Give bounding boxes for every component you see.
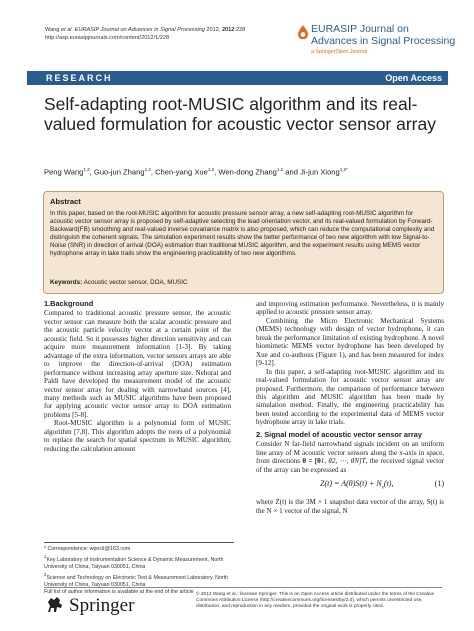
body-paragraph: Compared to traditional acoustic pressure sensor, the acoustic vector sensor can measure both the scalar acoustic pressure and the acoustic particle velocity vector at a certain point of the acoustic field. So it possesses higher direction sensitivity and can acquire more measurement information [1-3]. By taking advantage of the extra information, vector sensors arrays are able to improve the direction-of-arrival (DOA) estimation performance without increasing array aperture size. Nehorai and Paldi have developed the measurement model of the acoustic vector sensor array for dealing with narrowband sources [4], many methods such as MUSIC algorithms have been proposed for applying acoustic vector sensor array to DOA estimation problems [5-8].: [44, 309, 231, 419]
author-list: [44, 165, 454, 177]
math-theta: θ = [θ: [302, 457, 321, 466]
author-affiliation: 1,2: [276, 167, 284, 172]
citation-journal: et al. EURASIP Journal on Advances in Signal Processing: [60, 27, 205, 33]
author-affiliation: 1,2: [207, 167, 215, 172]
author-separator: ,: [89, 167, 94, 177]
equation-tail: (t),: [383, 479, 394, 489]
author-affiliation: 1,2*: [339, 167, 348, 172]
affiliation-text: Science and Technology on Electronic Test & Measurement Laboratory, North University of China, Taiyuan 030051, China: [44, 574, 229, 588]
author-separator: ,: [150, 167, 156, 177]
body-paragraph: Combining the Micro Electronic Mechanical Systems (MEMS) technology with design of vector hydrophone, it can break the performance limitation of existing hydrophone. A novel biomimetic MEMS vector hydrophone has been developed by Xue and co-authous (Figure 1), and has been measured for index [9-12].: [256, 316, 444, 368]
correspondence-note[interactable]: * Correspondence: wpncit@163.com: [44, 546, 131, 552]
body-paragraph: and improving estimation performance. Nevertheless, it is mainly applied to acoustic pressure sensor array.: [256, 300, 444, 317]
author-separator: ,: [214, 167, 219, 177]
section-band: [27, 71, 448, 85]
citation-page: :228: [234, 27, 246, 33]
springer-horse-icon: [45, 596, 65, 614]
author-affiliation: 1,2: [144, 167, 151, 172]
section-heading-background: 1.Background: [44, 299, 94, 308]
author-name: Guo-jun Zhang: [93, 167, 145, 177]
math-theta-components: 1, θ2, ⋯, θN]T: [320, 457, 366, 466]
abstract-text: In this paper, based on the root-MUSIC algorithm for acoustic pressure sensor array, a new self-adapting root-MUSIC algorithm for acoustic vector sensor array is proposed by self-adaptive selecting the lead orientation vector, and its real-valued formulation by Forward-Backward(FB) smoothing and real-valued inverse covariance matrix is also proposed, which can reduce the computational complexity and distinguish the coherent signals. The simulation experiment results show the better performance of two new algorithm with low Signal-to-Noise (SNR) in direction of arrival (DOA) estimation than traditional MUSIC algorithm, and the experiment results using MEMS vector hydrophone array in lake trails show the engineering practicability of two new algorithms.: [50, 210, 435, 257]
body-column-right: [256, 300, 444, 515]
author-name: Chen-yang Xue: [155, 167, 208, 177]
section-heading-signal-model: 2. Signal model of acoustic vector sensor array: [256, 429, 422, 439]
affiliation-1: [44, 553, 234, 571]
abstract-heading: Abstract: [50, 197, 81, 206]
affiliation-text: Key Laboratory of Instrumentation Science & Dynamic Measurement, North University of China, Taiyuan 030051, China: [44, 556, 224, 570]
open-access-label: Open Access: [385, 73, 442, 83]
author-separator: and: [283, 167, 301, 177]
body-paragraph: Root-MUSIC algorithm is a polynomial form of MUSIC algorithm [7,8]. This algorithm adopts the roots of a polynomial to replace the search for spatial spectrum in MUSIC algorithm, reducing the calculation amount: [44, 419, 231, 453]
equation-subscript: x: [381, 485, 384, 491]
keywords-label: Keywords:: [50, 279, 83, 286]
author-affiliation: 1,3: [83, 167, 90, 172]
article-type-label: RESEARCH: [46, 73, 113, 83]
abstract-box: [43, 191, 444, 294]
citation-line: [45, 26, 245, 34]
citation-year: 2012,: [204, 27, 222, 33]
journal-tagline: a SpringerOpen Journal: [311, 49, 368, 55]
license-text: © 2012 Wang et al.; licensee Springer. This is an Open Access article distributed under the terms of the Creative Commons Attribution License (http://creativecommons.org/licenses/by/2.0), which permits unrestricted use, distribution, and reproduction in any medium, provided the original work is properly cited.: [196, 592, 435, 610]
body-paragraph: where Z(t) is the 3M × 1 snapshot data vector of the array, S(t) is the N × 1 vector of the signal, N: [256, 498, 444, 515]
journal-name-line1: EURASIP Journal on: [311, 23, 409, 35]
equation-expression: Z(t) = A(θ)S(t) + N: [320, 479, 382, 489]
footer-divider: [44, 587, 442, 588]
citation-volume: 2012: [221, 27, 235, 33]
body-paragraph: [256, 440, 444, 474]
springer-logo: [45, 592, 195, 618]
equation-body: [320, 480, 393, 493]
equation-1: [256, 480, 444, 490]
citation-author: Wang: [45, 27, 61, 33]
springer-wordmark: Springer: [69, 595, 135, 616]
affiliation-2: [44, 571, 234, 589]
affiliation-marker: 1: [44, 554, 47, 559]
body-paragraph: In this paper, a self-adapting root-MUSIC algorithm and its real-valued formulation for acoustic vector sensor array are proposed. Furthermore, the comparison of performance between this algorithm and MUSIC algorithm has been made by simulation method. Finally, the engineering practicability has been tested according to the experimental data of MEMS vector hydrophone array in lake trials.: [256, 367, 444, 427]
keywords: [50, 279, 436, 287]
author-name: Peng Wang: [44, 167, 84, 177]
author-name: Ji-jun Xiong: [300, 167, 340, 177]
equation-number: (1): [434, 479, 444, 489]
article-title: Self-adapting root-MUSIC algorithm and its real-valued formulation for acoustic vector sensor array: [44, 94, 436, 134]
author-name: Wen-dong Zhang: [218, 167, 277, 177]
text-run: Consider N far-field narrowband signals incident on an uniform line array of M acoustic vector sensors along the x-axis in space, from directions: [256, 440, 444, 466]
running-header: [45, 26, 245, 42]
text-run: , the received signal vector of the array can be expressed as: [256, 457, 444, 474]
body-column-left: [44, 300, 231, 453]
article-url[interactable]: http://asp.eurasipjournals.com/content/2012/1/228: [45, 35, 170, 41]
journal-logo-icon: [298, 25, 308, 39]
keywords-list: Acoustic vector sensor, DOA, MUSIC: [82, 279, 188, 286]
author-info-note: Full list of author information is available at the end of the article: [44, 588, 194, 595]
journal-name-line2: Advances in Signal Processing: [311, 34, 456, 47]
affiliation-marker: 2: [44, 571, 47, 577]
journal-name: [311, 24, 461, 47]
